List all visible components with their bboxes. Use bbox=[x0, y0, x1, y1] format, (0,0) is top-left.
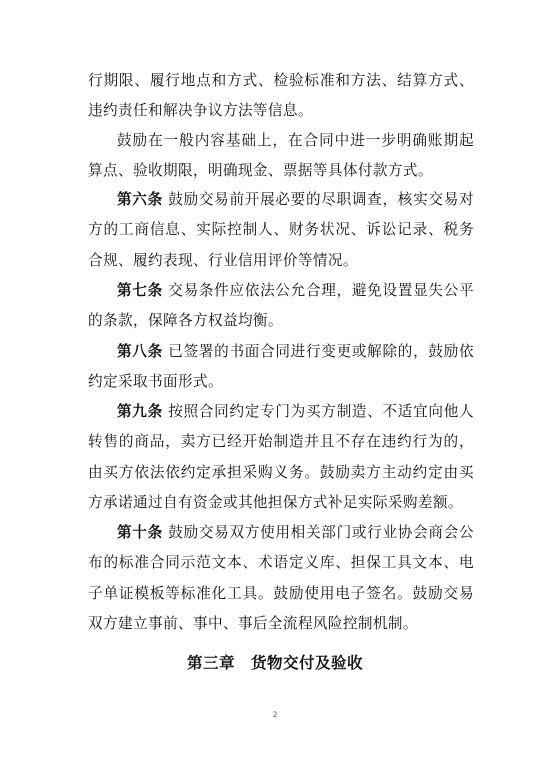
paragraph-payment-terms bbox=[88, 126, 474, 187]
article-7 bbox=[88, 276, 474, 337]
paragraph-text: 鼓励交易双方使用相关部门或行业协会商会公布的标准合同示范文本、术语定义库、担保工具文本、电子单证模板等标准化工具。鼓励使用电子签名。鼓励交易双方建立事前、事中、事后全流程风险控制机制。 bbox=[88, 524, 474, 632]
article-number: 第十条 bbox=[117, 524, 163, 541]
paragraph-text: 鼓励在一般内容基础上，在合同中进一步明确账期起算点、验收期限，明确现金、票据等具体付款方式。 bbox=[88, 132, 474, 180]
article-10 bbox=[88, 518, 474, 639]
paragraph-text: 交易条件应依法公允合理，避免设置显失公平的条款，保障各方权益均衡。 bbox=[88, 282, 474, 330]
article-number: 第八条 bbox=[117, 343, 163, 360]
article-number: 第九条 bbox=[117, 403, 163, 420]
page-number: 2 bbox=[273, 710, 277, 719]
paragraph-text: 行期限、履行地点和方式、检验标准和方法、结算方式、违约责任和解决争议方法等信息。 bbox=[88, 72, 474, 120]
paragraph-text: 按照合同约定专门为买方制造、不适宜向他人转售的商品，卖方已经开始制造并且不存在违约行为的，由买方依法依约定承担采购义务。鼓励卖方主动约定由买方承诺通过自有资金或其他担保方式补足实际采购差额。 bbox=[88, 403, 474, 511]
article-9 bbox=[88, 397, 474, 518]
paragraph-text: 已签署的书面合同进行变更或解除的，鼓励依约定采取书面形式。 bbox=[88, 343, 474, 391]
paragraph-text: 鼓励交易前开展必要的尽职调查，核实交易对方的工商信息、实际控制人、财务状况、诉讼记录、税务合规、履约表现、行业信用评价等情况。 bbox=[88, 191, 474, 269]
article-8 bbox=[88, 337, 474, 398]
paragraph-continuation bbox=[88, 66, 474, 127]
article-number: 第七条 bbox=[117, 282, 163, 299]
article-6 bbox=[88, 185, 474, 276]
article-number: 第六条 bbox=[117, 191, 163, 208]
chapter-heading: 第三章 货物交付及验收 bbox=[186, 653, 363, 672]
